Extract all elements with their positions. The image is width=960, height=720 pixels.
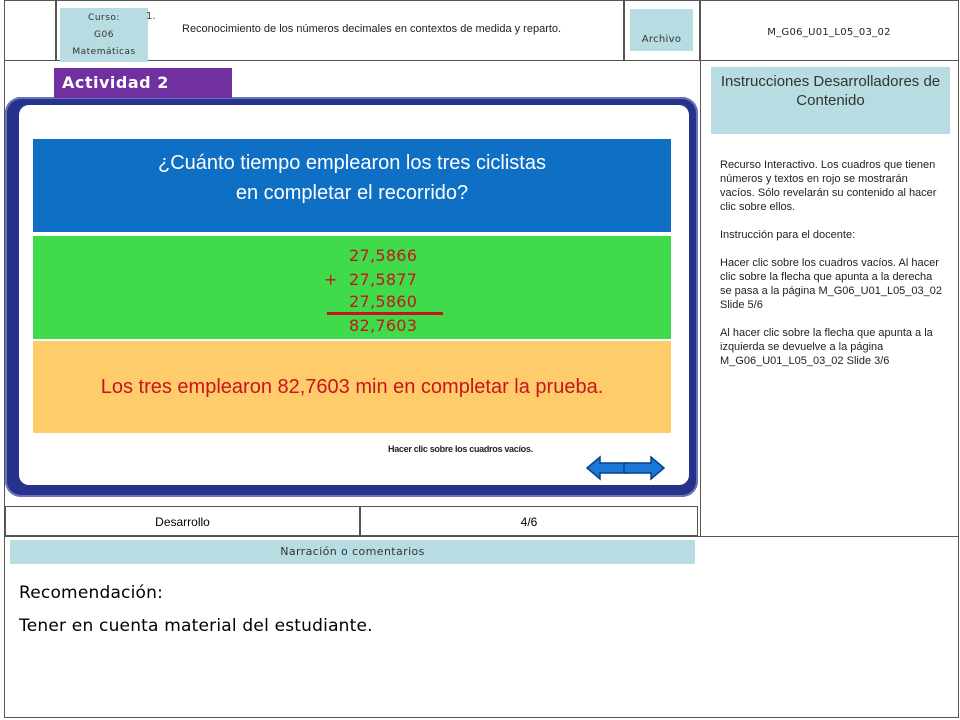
file-code: M_G06_U01_L05_03_02 [767,27,891,38]
page-indicator: 4/6 [360,506,698,536]
instructions-title: Instrucciones Desarrolladores de Contenido [711,67,950,134]
question-line-2: en completar el recorrido? [235,182,469,204]
question-box [33,139,671,232]
answer-box[interactable]: Los tres emplearon 82,7603 min en completar la prueba. [33,341,671,433]
header-left-cell [4,0,56,61]
recommendation-title: Recomendación: [19,583,164,603]
sum-underline [327,312,443,315]
instructions-p2: Instrucción para el docente: [720,229,856,241]
section-name: Desarrollo [5,506,360,536]
lesson-number: 1. [146,11,156,22]
curso-subject: Matemáticas [72,47,136,57]
curso-label: Curso: [88,13,120,23]
instructions-p3: Hacer clic sobre los cuadros vacíos. Al hacer clic sobre la flecha que apunta a la derecha se pasa a la página M_G06_U01_L05_03_02 Slide 5/6 [720,257,943,311]
curso-box [60,8,148,62]
prev-arrow-icon[interactable] [586,455,628,481]
instructions-p1: Recurso Interactivo. Los cuadros que tienen números y textos en rojo se mostrarán vacíos. Sólo revelarán su contenido al hacer clic sobre ellos. [720,159,937,213]
recommendation-text: Tener en cuenta material del estudiante. [19,616,373,636]
addend-3[interactable]: 27,5860 [349,292,418,311]
lesson-title: Reconocimiento de los números decimales en contextos de medida y reparto. [182,23,562,35]
curso-grade: G06 [94,30,114,40]
question-line-1: ¿Cuánto tiempo emplearon los tres ciclistas [158,152,546,174]
click-hint: Hacer clic sobre los cuadros vacíos. [388,444,533,454]
narration-label: Narración o comentarios [10,540,695,564]
addend-2[interactable]: 27,5877 [349,270,418,289]
instructions-body [720,158,942,382]
plus-sign: + [324,270,338,289]
activity-label: Actividad 2 [54,68,232,98]
instructions-p4: Al hacer clic sobre la flecha que apunta a la izquierda se devuelve a la página M_G06_U01_L05_03_02 Slide 3/6 [720,327,933,367]
archivo-label: Archivo [630,9,693,51]
next-arrow-icon[interactable] [623,455,665,481]
sum-result[interactable]: 82,7603 [349,316,418,335]
addend-1[interactable]: 27,5866 [349,246,418,265]
